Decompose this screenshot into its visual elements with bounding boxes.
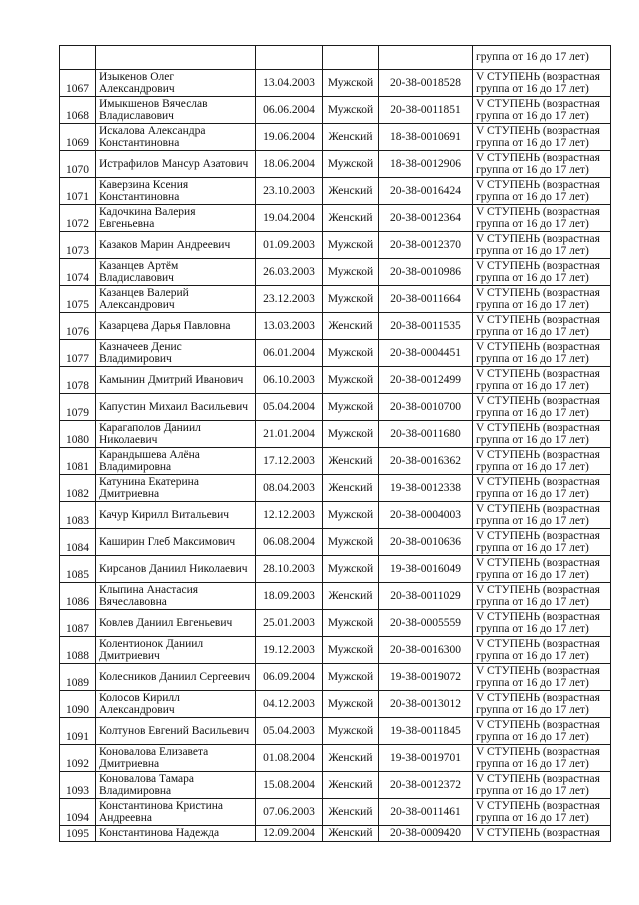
table-row [60,151,611,178]
person-name: Колентионок Даниил Дмитриевич [96,637,256,664]
birth-date: 19.06.2004 [256,124,323,151]
birth-date: 18.06.2004 [256,151,323,178]
row-number: 1067 [60,70,96,97]
person-name: Казаков Марин Андреевич [96,232,256,259]
uin-code: 20-38-0004451 [379,340,473,367]
person-name: Искалова Александра Константиновна [96,124,256,151]
age-group: V СТУПЕНЬ (возрастная группа от 16 до 17 лет) [473,151,611,178]
age-group: V СТУПЕНЬ (возрастная группа от 16 до 17 лет) [473,772,611,799]
table-row [60,394,611,421]
table-row [60,610,611,637]
table-row [60,232,611,259]
person-name: Константинова Кристина Андреевна [96,799,256,826]
table-row [60,664,611,691]
person-name: Каширин Глеб Максимович [96,529,256,556]
gender: Мужской [323,394,379,421]
gender: Женский [323,826,379,842]
age-group: V СТУПЕНЬ (возрастная группа от 16 до 17 лет) [473,556,611,583]
person-name: Казанцев Валерий Александрович [96,286,256,313]
row-number: 1071 [60,178,96,205]
gender: Женский [323,178,379,205]
uin-code: 20-38-0013012 [379,691,473,718]
row-number: 1084 [60,529,96,556]
table-row [60,691,611,718]
uin-code: 20-38-0011535 [379,313,473,340]
age-group: V СТУПЕНЬ (возрастная группа от 16 до 17 лет) [473,205,611,232]
uin-code: 20-38-0018528 [379,70,473,97]
row-number: 1092 [60,745,96,772]
age-group: V СТУПЕНЬ (возрастная группа от 16 до 17 лет) [473,718,611,745]
row-number: 1077 [60,340,96,367]
table-row [60,718,611,745]
birth-date: 18.09.2003 [256,583,323,610]
gender: Мужской [323,610,379,637]
row-number: 1082 [60,475,96,502]
age-group: V СТУПЕНЬ (возрастная группа от 16 до 17 лет) [473,70,611,97]
uin-code: 19-38-0019072 [379,664,473,691]
person-name: Константинова Надежда [96,826,256,842]
uin-code: 20-38-0011029 [379,583,473,610]
person-name: Карандышева Алёна Владимировна [96,448,256,475]
age-group: V СТУПЕНЬ (возрастная [473,826,611,842]
row-number: 1087 [60,610,96,637]
row-number [60,46,96,70]
age-group: V СТУПЕНЬ (возрастная группа от 16 до 17 лет) [473,664,611,691]
uin-code: 20-38-0011680 [379,421,473,448]
uin-code: 20-38-0005559 [379,610,473,637]
table-row-continued [60,46,611,70]
uin-code: 18-38-0012906 [379,151,473,178]
row-number: 1072 [60,205,96,232]
gender: Мужской [323,556,379,583]
age-group: V СТУПЕНЬ (возрастная группа от 16 до 17 лет) [473,745,611,772]
uin-code: 20-38-0012499 [379,367,473,394]
row-number: 1079 [60,394,96,421]
person-name: Истрафилов Мансур Азатович [96,151,256,178]
gender: Мужской [323,529,379,556]
row-number: 1090 [60,691,96,718]
person-name: Казначеев Денис Владимирович [96,340,256,367]
age-group: V СТУПЕНЬ (возрастная группа от 16 до 17 лет) [473,691,611,718]
birth-date: 21.01.2004 [256,421,323,448]
uin-code: 20-38-0011851 [379,97,473,124]
birth-date: 23.12.2003 [256,286,323,313]
age-group: V СТУПЕНЬ (возрастная группа от 16 до 17 лет) [473,124,611,151]
birth-date: 04.12.2003 [256,691,323,718]
age-group: V СТУПЕНЬ (возрастная группа от 16 до 17 лет) [473,232,611,259]
gender: Мужской [323,421,379,448]
person-name: Каверзина Ксения Константиновна [96,178,256,205]
table-row [60,286,611,313]
birth-date: 19.12.2003 [256,637,323,664]
gender [323,46,379,70]
birth-date: 01.08.2004 [256,745,323,772]
gender: Женский [323,583,379,610]
row-number: 1083 [60,502,96,529]
gender: Женский [323,772,379,799]
birth-date: 26.03.2003 [256,259,323,286]
uin-code: 20-38-0004003 [379,502,473,529]
table-row [60,448,611,475]
person-name: Катунина Екатерина Дмитриевна [96,475,256,502]
gender: Мужской [323,718,379,745]
birth-date: 13.03.2003 [256,313,323,340]
table-row [60,637,611,664]
age-group: V СТУПЕНЬ (возрастная группа от 16 до 17 лет) [473,178,611,205]
uin-code [379,46,473,70]
birth-date: 05.04.2004 [256,394,323,421]
participants-table [59,45,611,842]
birth-date: 13.04.2003 [256,70,323,97]
table-row [60,745,611,772]
table-row [60,772,611,799]
row-number: 1094 [60,799,96,826]
row-number: 1086 [60,583,96,610]
birth-date: 08.04.2003 [256,475,323,502]
uin-code: 19-38-0019701 [379,745,473,772]
gender: Женский [323,448,379,475]
birth-date: 06.08.2004 [256,529,323,556]
table-row [60,556,611,583]
table-row [60,583,611,610]
table-row [60,313,611,340]
birth-date: 07.06.2003 [256,799,323,826]
gender: Мужской [323,151,379,178]
row-number: 1080 [60,421,96,448]
person-name: Кадочкина Валерия Евгеньевна [96,205,256,232]
row-number: 1085 [60,556,96,583]
birth-date: 23.10.2003 [256,178,323,205]
table-row [60,70,611,97]
age-group: V СТУПЕНЬ (возрастная группа от 16 до 17 лет) [473,529,611,556]
person-name: Камынин Дмитрий Иванович [96,367,256,394]
uin-code: 20-38-0010700 [379,394,473,421]
gender: Мужской [323,637,379,664]
age-group: V СТУПЕНЬ (возрастная группа от 16 до 17 лет) [473,313,611,340]
person-name [96,46,256,70]
birth-date: 06.01.2004 [256,340,323,367]
age-group: V СТУПЕНЬ (возрастная группа от 16 до 17 лет) [473,421,611,448]
birth-date: 19.04.2004 [256,205,323,232]
birth-date: 25.01.2003 [256,610,323,637]
gender: Мужской [323,286,379,313]
table-row [60,340,611,367]
age-group: V СТУПЕНЬ (возрастная группа от 16 до 17 лет) [473,286,611,313]
uin-code: 20-38-0016300 [379,637,473,664]
row-number: 1089 [60,664,96,691]
birth-date: 06.06.2004 [256,97,323,124]
birth-date: 06.10.2003 [256,367,323,394]
uin-code: 19-38-0011845 [379,718,473,745]
uin-code: 19-38-0016049 [379,556,473,583]
age-group: V СТУПЕНЬ (возрастная группа от 16 до 17 лет) [473,340,611,367]
gender: Мужской [323,502,379,529]
birth-date: 12.09.2004 [256,826,323,842]
table-row [60,367,611,394]
gender: Мужской [323,259,379,286]
uin-code: 19-38-0012338 [379,475,473,502]
person-name: Казанцев Артём Владиславович [96,259,256,286]
person-name: Карагаполов Даниил Николаевич [96,421,256,448]
gender: Женский [323,205,379,232]
uin-code: 20-38-0010636 [379,529,473,556]
gender: Мужской [323,664,379,691]
table-row [60,259,611,286]
gender: Женский [323,475,379,502]
person-name: Коновалова Тамара Владимировна [96,772,256,799]
person-name: Ковлев Даниил Евгеньевич [96,610,256,637]
row-number: 1076 [60,313,96,340]
row-number: 1093 [60,772,96,799]
gender: Мужской [323,367,379,394]
uin-code: 20-38-0012372 [379,772,473,799]
gender: Женский [323,745,379,772]
uin-code: 20-38-0011664 [379,286,473,313]
age-group: V СТУПЕНЬ (возрастная группа от 16 до 17 лет) [473,448,611,475]
table-row [60,97,611,124]
birth-date [256,46,323,70]
age-group: V СТУПЕНЬ (возрастная группа от 16 до 17 лет) [473,637,611,664]
row-number: 1070 [60,151,96,178]
table-row [60,178,611,205]
gender: Женский [323,799,379,826]
person-name: Казарцева Дарья Павловна [96,313,256,340]
age-group: V СТУПЕНЬ (возрастная группа от 16 до 17 лет) [473,583,611,610]
person-name: Имыкшенов Вячеслав Владиславович [96,97,256,124]
table-row [60,529,611,556]
person-name: Клыпина Анастасия Вячеславовна [96,583,256,610]
age-group: V СТУПЕНЬ (возрастная группа от 16 до 17 лет) [473,367,611,394]
birth-date: 15.08.2004 [256,772,323,799]
person-name: Колесников Даниил Сергеевич [96,664,256,691]
person-name: Изыкенов Олег Александрович [96,70,256,97]
gender: Мужской [323,232,379,259]
age-group: V СТУПЕНЬ (возрастная группа от 16 до 17 лет) [473,475,611,502]
table-row [60,502,611,529]
gender: Мужской [323,70,379,97]
age-group: V СТУПЕНЬ (возрастная группа от 16 до 17 лет) [473,259,611,286]
table-row [60,475,611,502]
birth-date: 17.12.2003 [256,448,323,475]
age-group: V СТУПЕНЬ (возрастная группа от 16 до 17 лет) [473,799,611,826]
gender: Мужской [323,340,379,367]
age-group: V СТУПЕНЬ (возрастная группа от 16 до 17 лет) [473,502,611,529]
person-name: Колосов Кирилл Александрович [96,691,256,718]
row-number: 1069 [60,124,96,151]
table-row [60,421,611,448]
birth-date: 06.09.2004 [256,664,323,691]
uin-code: 20-38-0012364 [379,205,473,232]
table-row [60,826,611,842]
birth-date: 12.12.2003 [256,502,323,529]
uin-code: 20-38-0012370 [379,232,473,259]
gender: Женский [323,124,379,151]
birth-date: 05.04.2003 [256,718,323,745]
uin-code: 18-38-0010691 [379,124,473,151]
row-number: 1095 [60,826,96,842]
person-name: Капустин Михаил Васильевич [96,394,256,421]
row-number: 1078 [60,367,96,394]
row-number: 1074 [60,259,96,286]
person-name: Кирсанов Даниил Николаевич [96,556,256,583]
uin-code: 20-38-0010986 [379,259,473,286]
row-number: 1091 [60,718,96,745]
row-number: 1088 [60,637,96,664]
birth-date: 01.09.2003 [256,232,323,259]
gender: Мужской [323,691,379,718]
gender: Женский [323,313,379,340]
uin-code: 20-38-0016362 [379,448,473,475]
table-row [60,124,611,151]
age-group: V СТУПЕНЬ (возрастная группа от 16 до 17 лет) [473,610,611,637]
person-name: Качур Кирилл Витальевич [96,502,256,529]
participants-table-body [60,46,611,842]
person-name: Коновалова Елизавета Дмитриевна [96,745,256,772]
age-group: группа от 16 до 17 лет) [473,46,611,70]
uin-code: 20-38-0009420 [379,826,473,842]
birth-date: 28.10.2003 [256,556,323,583]
age-group: V СТУПЕНЬ (возрастная группа от 16 до 17 лет) [473,97,611,124]
row-number: 1073 [60,232,96,259]
uin-code: 20-38-0016424 [379,178,473,205]
row-number: 1075 [60,286,96,313]
row-number: 1068 [60,97,96,124]
person-name: Колтунов Евгений Васильевич [96,718,256,745]
uin-code: 20-38-0011461 [379,799,473,826]
row-number: 1081 [60,448,96,475]
table-row [60,205,611,232]
gender: Мужской [323,97,379,124]
table-row [60,799,611,826]
age-group: V СТУПЕНЬ (возрастная группа от 16 до 17 лет) [473,394,611,421]
